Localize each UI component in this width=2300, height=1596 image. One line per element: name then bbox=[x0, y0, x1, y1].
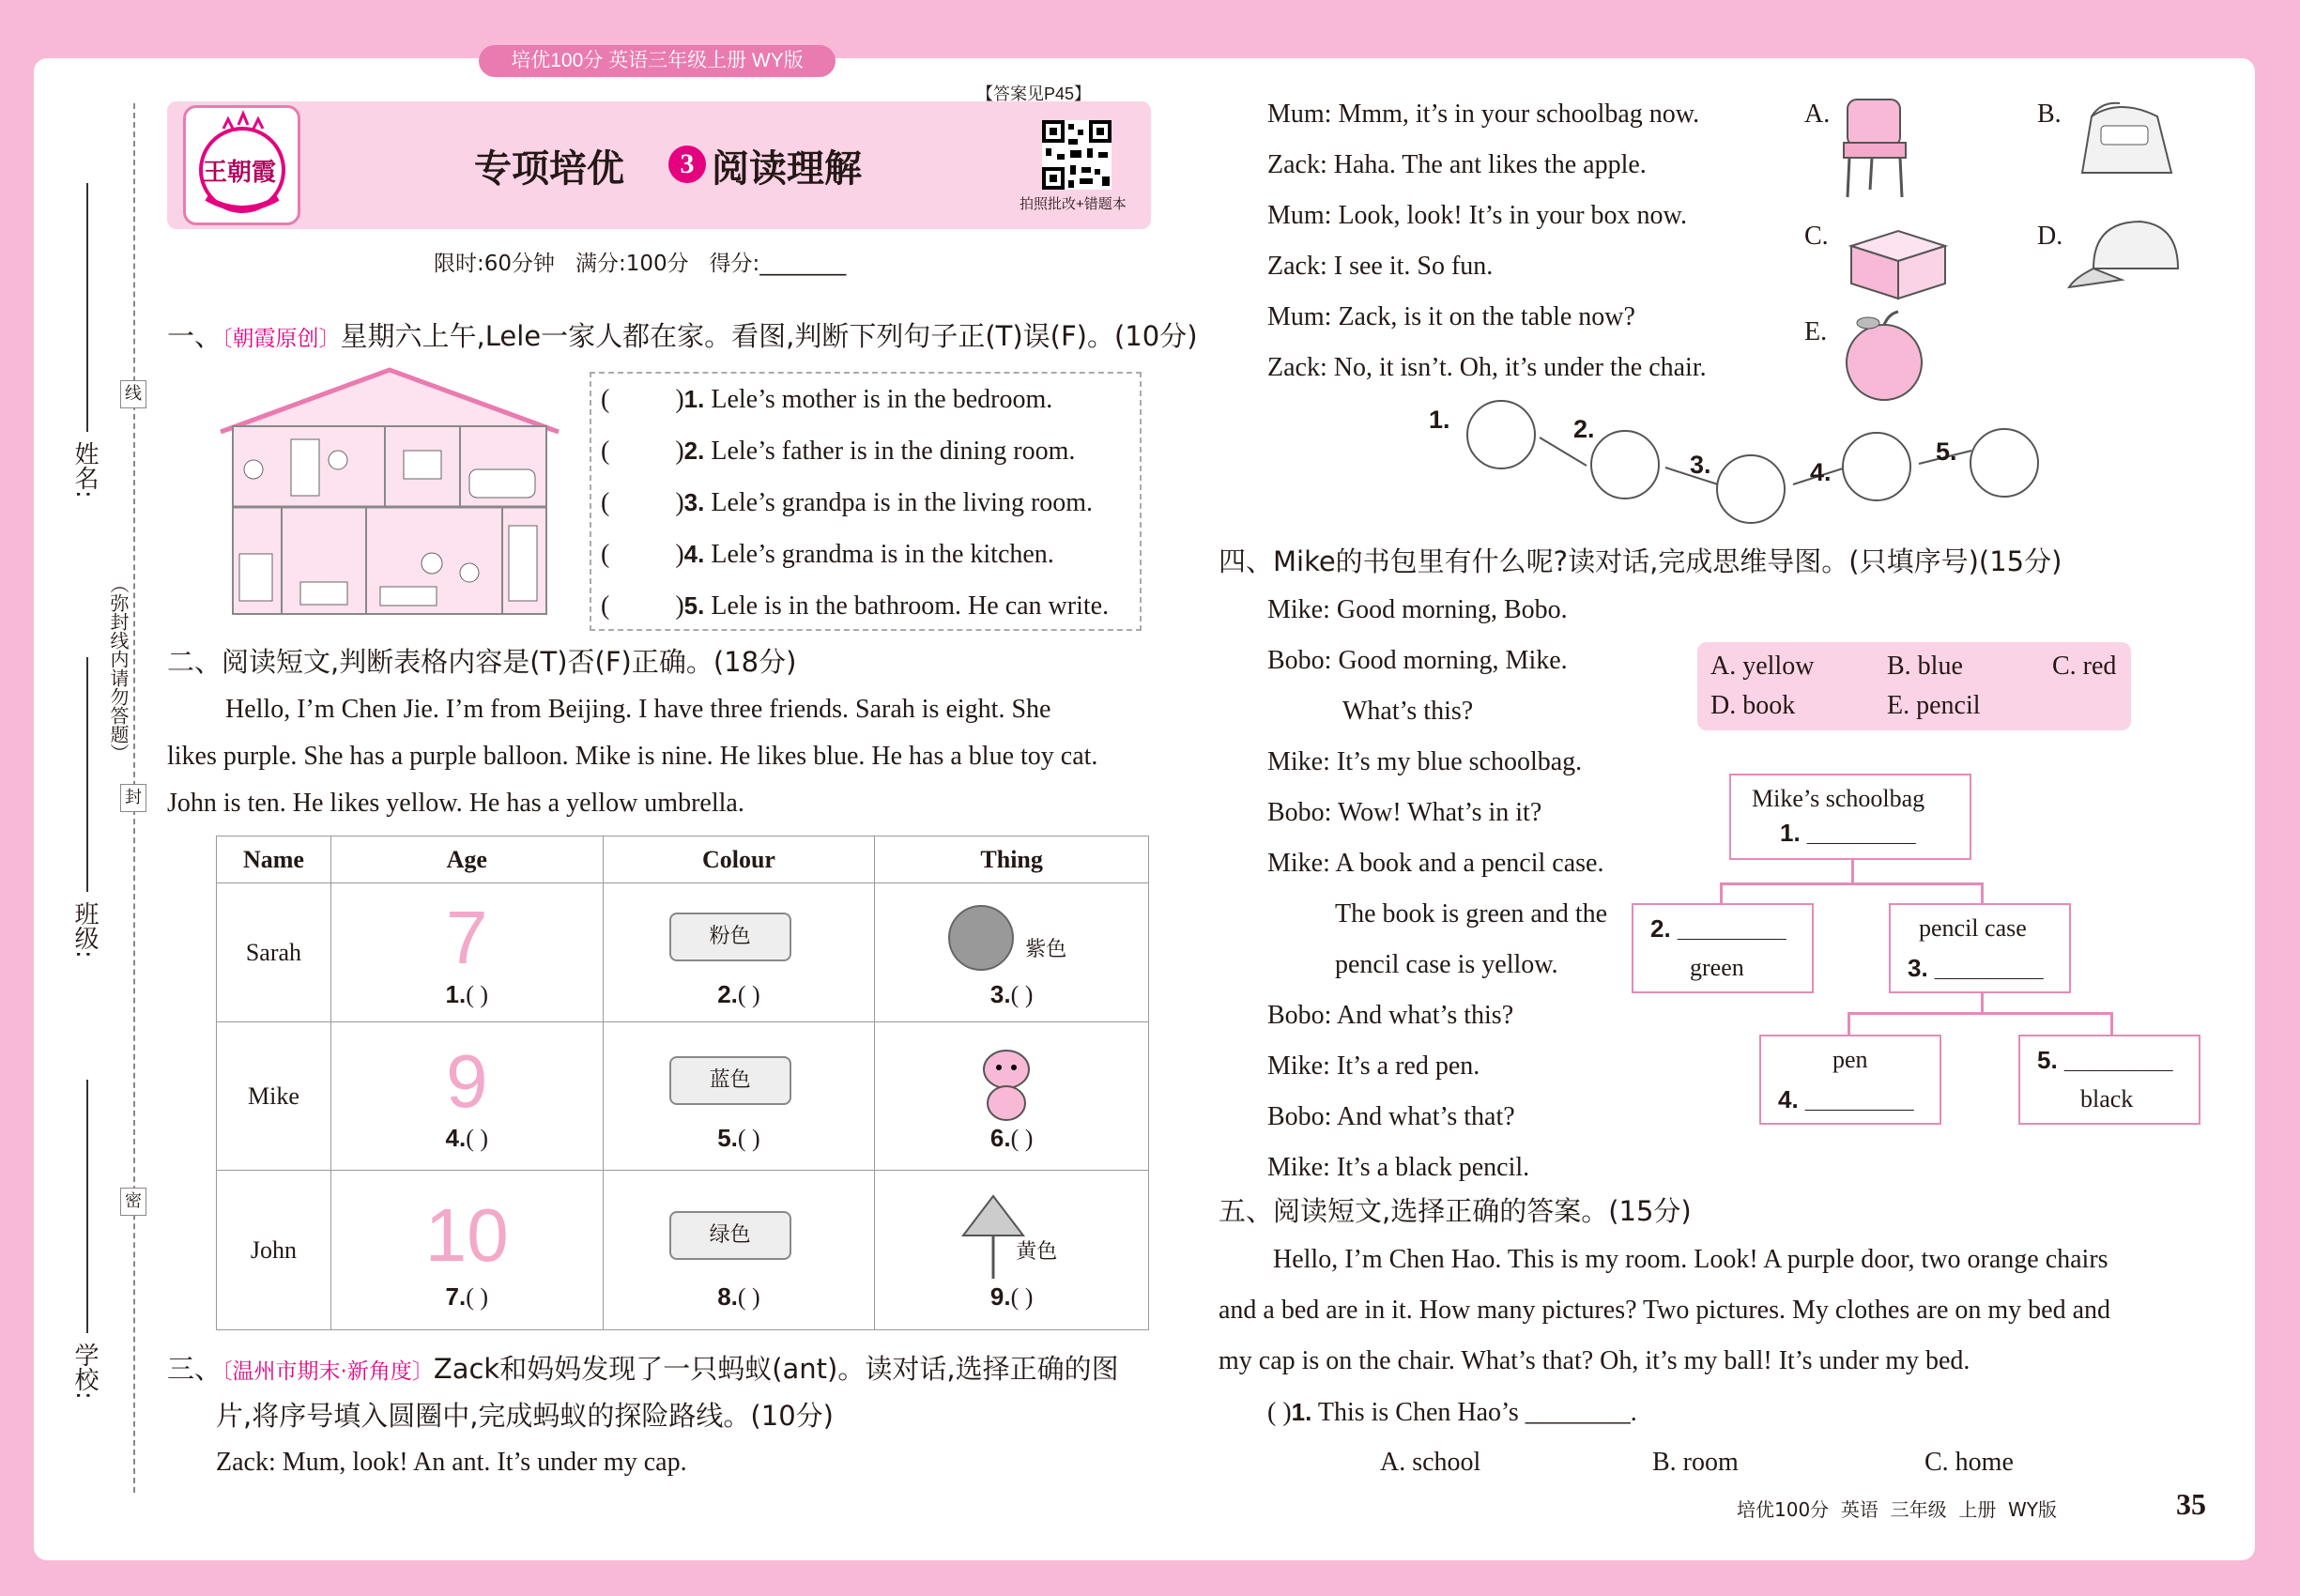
section2-title: 二、阅读短文,判断表格内容是(T)否(F)正确。(18分) bbox=[167, 646, 797, 678]
route-number: 5. bbox=[1936, 437, 1957, 466]
dialog-line: Mike: It’s my blue schoolbag. bbox=[1267, 747, 1583, 776]
answer-blank[interactable]: ( ) bbox=[466, 1125, 489, 1152]
s1-item: ( )4. Lele’s grandma is in the kitchen. bbox=[601, 540, 1054, 569]
answer-blank[interactable]: ( ) bbox=[737, 1283, 760, 1311]
balloon-icon bbox=[948, 905, 1014, 971]
apple-icon bbox=[1832, 310, 1936, 404]
name-cell: Mike bbox=[217, 1022, 331, 1171]
answer-blank[interactable]: ( ) bbox=[737, 1125, 760, 1152]
thing-cell: 6.( ) bbox=[875, 1022, 1149, 1171]
answer-blank[interactable]: ( ) bbox=[1010, 1283, 1034, 1311]
option-a: A. school bbox=[1380, 1448, 1481, 1477]
logo-text: 王朝霞 bbox=[203, 158, 277, 186]
choice-item: C. red bbox=[2052, 652, 2117, 681]
map-node-3: pencil case 3. ________ bbox=[1889, 903, 2071, 993]
answer-blank[interactable]: ( ) bbox=[737, 981, 760, 1008]
answer-blank[interactable]: ( ) bbox=[1010, 981, 1034, 1008]
map-root-node: Mike’s schoolbag 1. ________ bbox=[1729, 774, 1971, 860]
age-cell: 7 1.( ) bbox=[330, 883, 603, 1022]
s1-item: ( )2. Lele’s father is in the dining room. bbox=[601, 437, 1076, 466]
answer-blank[interactable]: ( ) bbox=[466, 1283, 489, 1311]
thing-cell: 黄色 9.( ) bbox=[875, 1171, 1149, 1330]
page-number: 35 bbox=[2176, 1487, 2206, 1521]
table-row bbox=[217, 1171, 1149, 1330]
name-field-label: 姓名: bbox=[70, 441, 99, 499]
title-banner bbox=[167, 101, 1151, 229]
section2-passage-line: John is ten. He likes yellow. He has a yellow umbrella. bbox=[167, 789, 744, 818]
school-field-line[interactable] bbox=[86, 1080, 88, 1333]
map-connector bbox=[1720, 882, 1723, 905]
map-connector bbox=[2110, 1012, 2113, 1036]
answer-blank[interactable]: ( ) bbox=[466, 981, 489, 1008]
s1-item: ( )3. Lele’s grandpa is in the living room. bbox=[601, 488, 1094, 517]
option-label: C. bbox=[1804, 222, 1829, 251]
section5-title: 五、阅读短文,选择正确的答案。(15分) bbox=[1219, 1195, 1692, 1227]
map-node-4: pen 4. ________ bbox=[1759, 1035, 1941, 1125]
option-label: D. bbox=[2037, 222, 2063, 251]
age-cell: 10 7.( ) bbox=[330, 1171, 603, 1330]
section3-title-cont: 片,将序号填入圆圈中,完成蚂蚁的探险路线。(10分) bbox=[216, 1400, 834, 1432]
route-number: 3. bbox=[1690, 451, 1711, 479]
seal-mark-xian: 线 bbox=[120, 380, 146, 408]
dialog-line: Bobo: And what’s that? bbox=[1267, 1102, 1515, 1131]
dialog-line: The book is green and the bbox=[1335, 899, 1608, 928]
paint-tube-icon: 绿色 bbox=[669, 1211, 791, 1260]
table-header: Age bbox=[330, 836, 603, 883]
map-connector bbox=[1720, 882, 1983, 885]
book-tag: 培优100分 英语三年级上册 WY版 bbox=[479, 45, 836, 77]
dialog-line: pencil case is yellow. bbox=[1335, 950, 1558, 979]
section5-passage-line: and a bed are in it. How many pictures? Two pictures. My clothes are on my bed and bbox=[1219, 1296, 2111, 1325]
school-field-label: 学校: bbox=[70, 1343, 99, 1400]
qr-code-icon[interactable] bbox=[1042, 120, 1112, 190]
option-b: B. room bbox=[1652, 1448, 1739, 1477]
cap-icon bbox=[2065, 212, 2187, 297]
dialog-line: Zack: Haha. The ant likes the apple. bbox=[1267, 150, 1647, 179]
dialog-line: Zack: I see it. So fun. bbox=[1267, 252, 1494, 281]
colour-cell: 蓝色 5.( ) bbox=[603, 1022, 875, 1171]
dialog-line: Zack: No, it isn’t. Oh, it’s under the chair. bbox=[1267, 353, 1707, 382]
name-field-line[interactable] bbox=[86, 183, 88, 432]
s1-item: ( )5. Lele is in the bathroom. He can write. bbox=[601, 591, 1110, 621]
dialog-line: Mike: It’s a red pen. bbox=[1267, 1051, 1480, 1081]
map-node-5: 5. ________ black bbox=[2018, 1035, 2200, 1125]
route-circle[interactable] bbox=[1716, 454, 1786, 524]
dialog-line: Bobo: Wow! What’s in it? bbox=[1267, 798, 1542, 827]
toy-dog-icon bbox=[969, 1045, 1044, 1124]
dialog-line: Mike: It’s a black pencil. bbox=[1267, 1153, 1530, 1182]
map-connector bbox=[1848, 1012, 2112, 1015]
map-answer-blank[interactable]: 5. ________ bbox=[2037, 1046, 2173, 1074]
dialog-line: Mum: Zack, is it on the table now? bbox=[1267, 302, 1635, 331]
section5-passage-line: Hello, I’m Chen Hao. This is my room. Look! A purple door, two orange chairs bbox=[1273, 1245, 2108, 1274]
route-circle[interactable] bbox=[1842, 432, 1911, 501]
map-connector bbox=[1851, 858, 1854, 884]
box-icon bbox=[1842, 218, 1955, 302]
time-score-line: 限时:60分钟 满分:100分 得分:________ bbox=[434, 252, 847, 276]
answer-blank[interactable]: ( ) bbox=[1010, 1125, 1034, 1152]
qr-caption: 拍照批改+错题本 bbox=[1020, 196, 1127, 212]
name-cell: John bbox=[217, 1171, 331, 1330]
table-header: Name bbox=[217, 836, 331, 883]
option-label: B. bbox=[2037, 100, 2062, 129]
choice-item: A. yellow bbox=[1710, 652, 1815, 681]
route-number: 1. bbox=[1429, 406, 1450, 434]
class-field-label: 班级: bbox=[70, 901, 99, 959]
section5-passage-line: my cap is on the chair. What’s that? Oh, it’s my ball! It’s under my bed. bbox=[1219, 1346, 1970, 1375]
house-illustration bbox=[216, 366, 563, 620]
section1-title: 一、〔朝霞原创〕星期六上午,Lele一家人都在家。看图,判断下列句子正(T)误(F)。(10分) bbox=[167, 320, 1198, 352]
map-answer-blank[interactable]: 2. ________ bbox=[1650, 914, 1786, 943]
dialog-line: Mike: Good morning, Bobo. bbox=[1267, 595, 1568, 624]
dialog-line: What’s this? bbox=[1342, 697, 1474, 726]
section3-title: 三、〔温州市期末·新角度〕Zack和妈妈发现了一只蚂蚁(ant)。读对话,选择正确的图 bbox=[167, 1353, 1119, 1385]
route-circle[interactable] bbox=[1466, 400, 1536, 469]
name-cell: Sarah bbox=[217, 883, 331, 1022]
section4-title: 四、Mike的书包里有什么呢?读对话,完成思维导图。(只填序号)(15分) bbox=[1219, 545, 2062, 577]
table-header: Thing bbox=[875, 836, 1149, 883]
s1-item: ( )1. Lele’s mother is in the bedroom. bbox=[601, 385, 1053, 414]
table-row bbox=[217, 1022, 1149, 1171]
footer-text: 培优100分 英语 三年级 上册 WY版 bbox=[1737, 1498, 2058, 1521]
title-left: 专项培优 bbox=[474, 147, 624, 191]
title-number-badge: 3 bbox=[668, 146, 706, 183]
dialog-line: Bobo: And what’s this? bbox=[1267, 1001, 1514, 1030]
question-1: ( )1. This is Chen Hao’s ________. bbox=[1267, 1398, 1637, 1427]
age-cell: 9 4.( ) bbox=[330, 1022, 603, 1171]
option-label: E. bbox=[1804, 317, 1828, 346]
section2-table bbox=[216, 836, 1149, 1330]
route-number: 2. bbox=[1573, 415, 1595, 443]
publisher-logo bbox=[183, 105, 300, 225]
choice-item: B. blue bbox=[1887, 652, 1963, 681]
option-c: C. home bbox=[1924, 1448, 2014, 1477]
section2-passage-line: Hello, I’m Chen Jie. I’m from Beijing. I have three friends. Sarah is eight. She bbox=[225, 695, 1051, 724]
option-label: A. bbox=[1804, 100, 1831, 129]
seal-notice: （弥封线内请勿答题） bbox=[107, 575, 130, 762]
route-circle[interactable] bbox=[1590, 430, 1660, 499]
title-right: 阅读理解 bbox=[712, 147, 862, 191]
choice-item: D. book bbox=[1710, 691, 1796, 720]
map-connector bbox=[1981, 882, 1984, 905]
answer-blank[interactable]: ( ) bbox=[1267, 1398, 1292, 1427]
answer-reference: 【答案见P45】 bbox=[976, 84, 1092, 103]
section2-passage-line: likes purple. She has a purple balloon. Mike is nine. He likes blue. He has a blue toy cat. bbox=[167, 742, 1098, 771]
colour-cell: 粉色 2.( ) bbox=[603, 883, 875, 1022]
seal-mark-feng: 封 bbox=[120, 784, 146, 812]
dialog-line: Zack: Mum, look! An ant. It’s under my cap. bbox=[216, 1448, 687, 1477]
seal-mark-mi: 密 bbox=[120, 1188, 146, 1216]
map-answer-blank[interactable]: 4. ________ bbox=[1778, 1085, 1914, 1113]
table-row bbox=[217, 883, 1149, 1022]
map-connector bbox=[1848, 1012, 1850, 1036]
chair-icon bbox=[1838, 96, 1913, 201]
paint-tube-icon: 粉色 bbox=[669, 913, 791, 961]
colour-cell: 绿色 8.( ) bbox=[603, 1171, 875, 1330]
thing-cell: 紫色 3.( ) bbox=[875, 883, 1149, 1022]
map-answer-blank[interactable]: 3. ________ bbox=[1908, 954, 2044, 982]
schoolbag-icon bbox=[2063, 98, 2185, 182]
choice-item: E. pencil bbox=[1887, 691, 1981, 720]
map-answer-blank[interactable]: 1. ________ bbox=[1780, 819, 1916, 847]
paint-tube-icon: 蓝色 bbox=[669, 1056, 791, 1105]
dialog-line: Mike: A book and a pencil case. bbox=[1267, 849, 1604, 878]
dialog-line: Mum: Look, look! It’s in your box now. bbox=[1267, 201, 1687, 230]
dialog-line: Bobo: Good morning, Mike. bbox=[1267, 646, 1568, 675]
class-field-line[interactable] bbox=[86, 657, 88, 892]
route-circle[interactable] bbox=[1970, 428, 2039, 498]
dialog-line: Mum: Mmm, it’s in your schoolbag now. bbox=[1267, 100, 1700, 129]
map-connector bbox=[1981, 991, 1984, 1014]
map-node-2: 2. ________ green bbox=[1632, 903, 1814, 993]
route-number: 4. bbox=[1810, 458, 1832, 486]
table-header: Colour bbox=[603, 836, 875, 883]
